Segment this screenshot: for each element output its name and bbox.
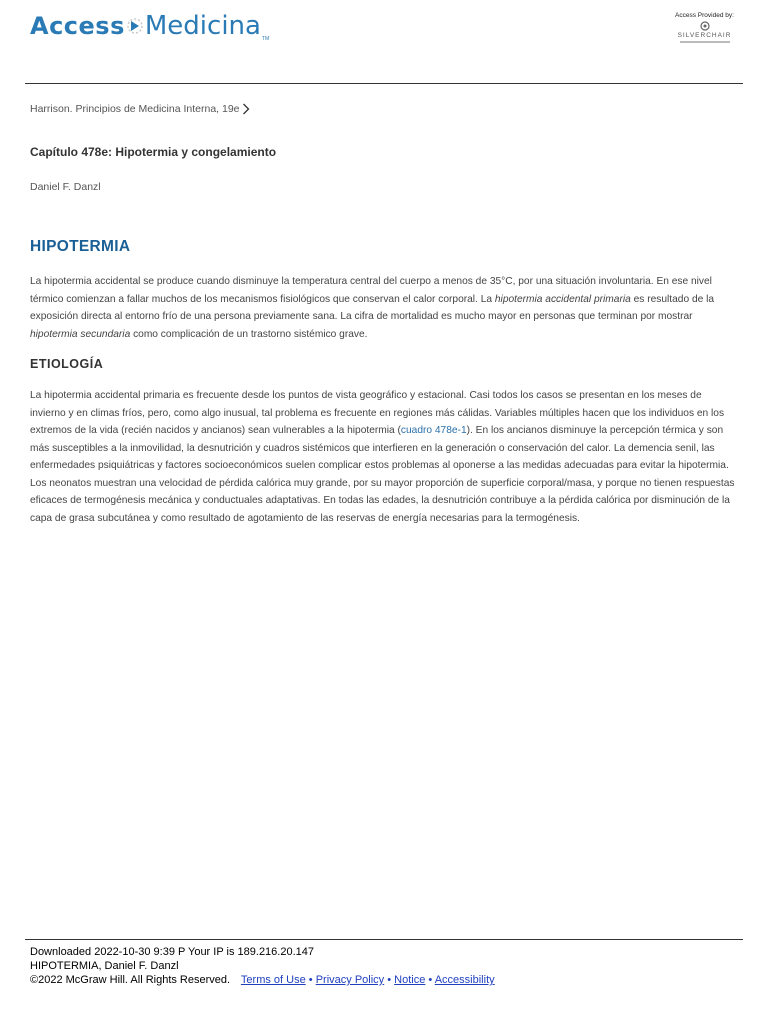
- p2-text-a: La hipotermia accidental primaria es frecuente desde los puntos de vista geográfico y estacional. Casi todos los casos se presentan en los meses de invierno y en climas fríos, pero, como algo inusual, tal problema es frecuente en regiones más cálidas. Variables múltiples hacen que los individuos en los extremos de la vida (recién nacidos y ancianos) sean vulnerables a la hipotermia (: [30, 390, 725, 436]
- breadcrumb: [30, 103, 250, 115]
- p1-text-a: La hipotermia accidental se produce cuando disminuye la temperatura central del cuerpo a menos de 35°C, por una situación involuntaria. En ese nivel térmico comienzan a fallar muchos de los mecanismos fisiológicos que conservan el calor corporal. La: [30, 276, 712, 305]
- footer-separator: •: [308, 974, 313, 986]
- footer-divider: [25, 939, 743, 940]
- header-divider: [25, 83, 743, 84]
- logo-trademark: TM: [261, 36, 270, 42]
- logo-arrow-icon: [127, 12, 143, 40]
- paragraph-etiology: [30, 387, 740, 527]
- footer-separator: •: [387, 974, 392, 986]
- terms-of-use-link[interactable]: Terms of Use: [240, 974, 306, 986]
- p1-text-b: es resultado de la exposición directa al entorno frío de una persona previamente sana. La cifra de mortalidad es mucho mayor en personas que terminan por mostrar: [30, 293, 715, 322]
- citation-line: HIPOTERMIA, Daniel F. Danzl: [30, 960, 179, 972]
- chapter-title: Capítulo 478e: Hipotermia y congelamiento: [30, 145, 277, 159]
- breadcrumb-book-link[interactable]: Harrison. Principios de Medicina Interna, 19e: [30, 103, 240, 115]
- site-header: [0, 0, 768, 84]
- logo-access-text: Access: [30, 12, 125, 40]
- notice-link[interactable]: Notice: [394, 974, 426, 986]
- paragraph-introduction: [30, 273, 740, 343]
- download-info: Downloaded 2022-10-30 9:39 P Your IP is 189.216.20.147: [30, 946, 314, 958]
- logo-medicina-text: Medicina: [144, 11, 261, 41]
- chapter-author: Daniel F. Danzl: [30, 181, 101, 193]
- section-heading: HIPOTERMIA: [30, 238, 131, 255]
- chevron-right-icon[interactable]: [242, 103, 250, 115]
- subsection-heading: ETIOLOGÍA: [30, 357, 104, 371]
- silverchair-logo-icon: [700, 21, 710, 31]
- table-reference-link[interactable]: cuadro 478e-1: [400, 425, 467, 436]
- copyright-line: [30, 973, 495, 987]
- page-footer: [30, 945, 495, 987]
- p2-text-b: ). En los ancianos disminuye la percepción térmica y son más susceptibles a la inmovilidad, la desnutrición y cuadros sistémicos que interfieren en la generación o conservación del calor. La demencia senil, las enfermedades psiquiátricas y factores socioeconómicos suelen complicar estos problemas al oponerse a las medidas adecuadas para evitar la hipotermia. Los neonatos muestran una velocidad de pérdida calórica muy grande, por su mayor proporción de superficie corporal/masa, y porque no tienen respuestas eficaces de termogénesis mecánica y conductuales adaptativas. En todas las edades, la desnutrición contribuye a la pérdida calórica por disminución de la capa de grasa subcutánea y como resultado de agotamiento de las reservas de energía necesarias para la termogénesis.: [30, 425, 735, 524]
- provider-label: Access Provided by:: [675, 12, 734, 19]
- privacy-policy-link[interactable]: Privacy Policy: [315, 974, 385, 986]
- provider-name: SILVERCHAIR: [677, 32, 732, 39]
- provider-tagline-mark: [680, 41, 730, 43]
- accessibility-link[interactable]: Accessibility: [434, 974, 495, 986]
- accessmedicina-logo[interactable]: [30, 10, 269, 42]
- copyright-text: ©2022 McGraw Hill. All Rights Reserved.: [30, 974, 231, 986]
- p1-term-secondary: hipotermia secundaria: [30, 328, 131, 340]
- p1-term-primary: hipotermia accidental primaria: [494, 293, 631, 305]
- footer-separator: •: [428, 974, 433, 986]
- p1-text-c: como complicación de un trastorno sistémico grave.: [130, 328, 368, 340]
- access-provider: [667, 12, 742, 43]
- footer-links: [238, 974, 495, 986]
